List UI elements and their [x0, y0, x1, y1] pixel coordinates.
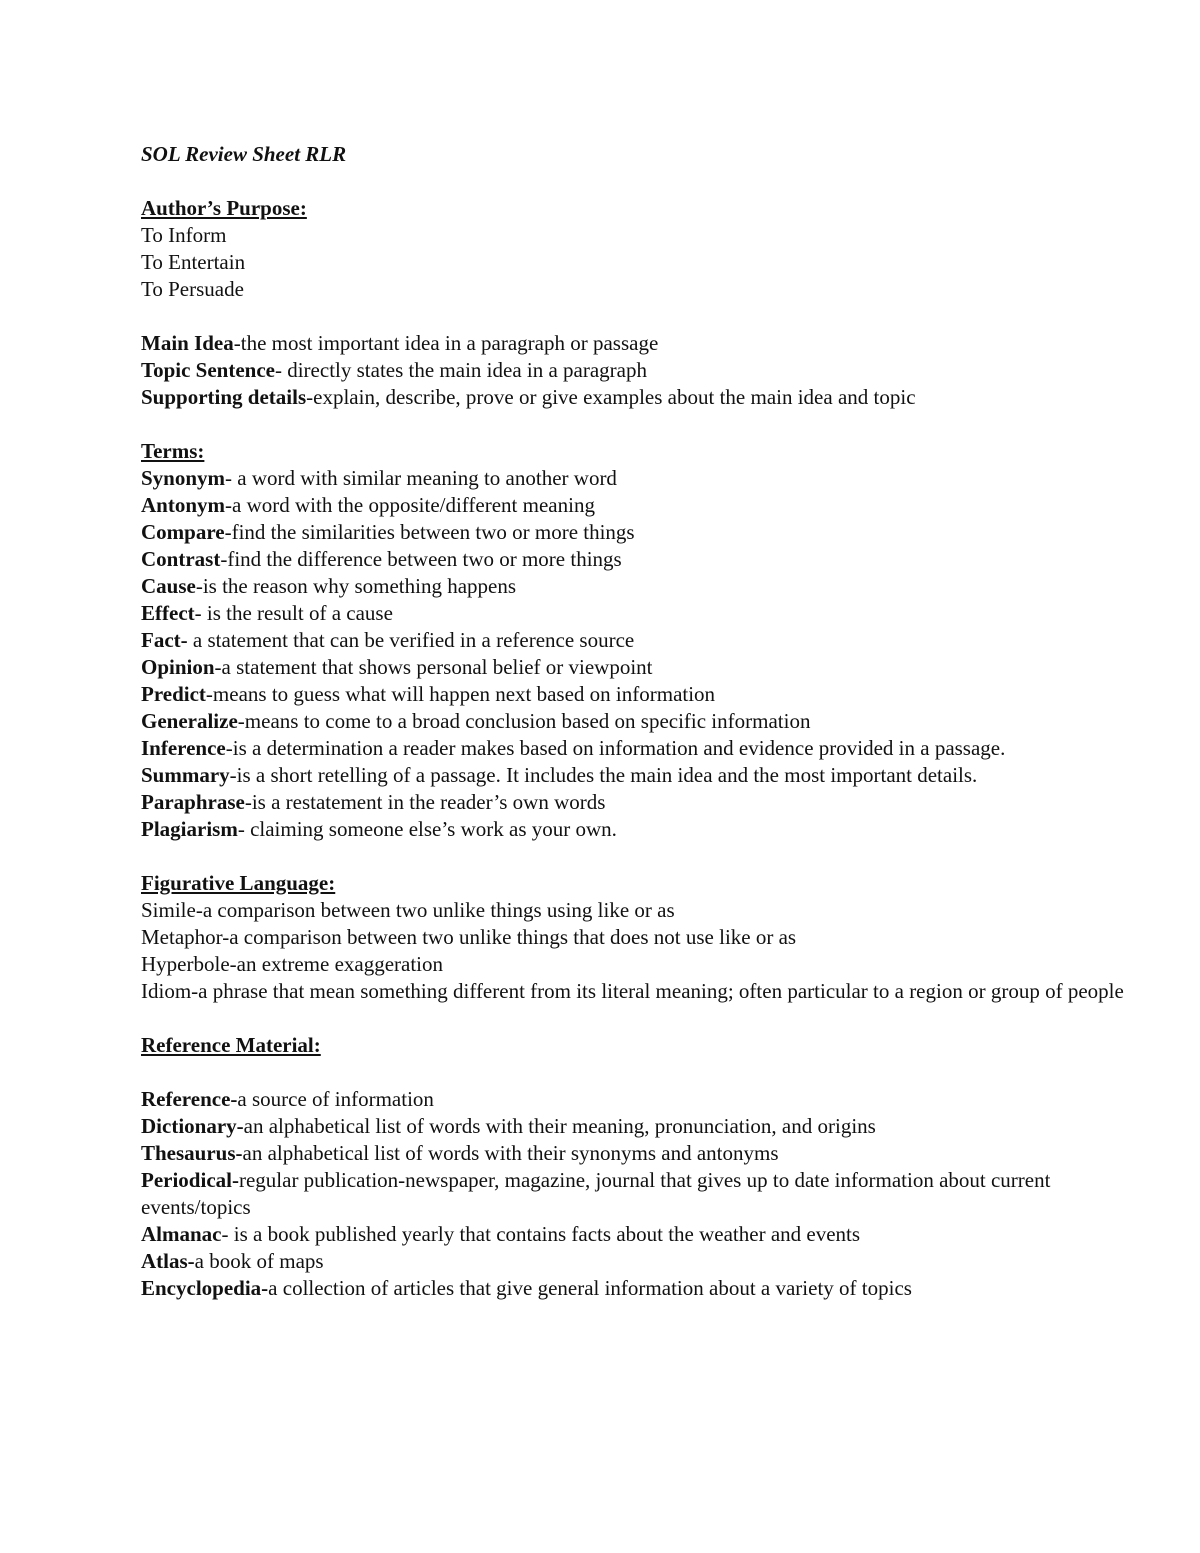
- term-definition: - claiming someone else’s work as your own.: [237, 817, 617, 841]
- term-definition: - a word with similar meaning to another word: [225, 466, 617, 490]
- authors-purpose-section: [141, 195, 1141, 303]
- figurative-item: Idiom-a phrase that mean something different from its literal meaning; often particular to a region or group of people: [141, 979, 1124, 1003]
- term-definition: regular publication-newspaper, magazine, journal that gives up to date information about current events/topics: [141, 1168, 1051, 1219]
- term-label: Topic Sentence: [141, 358, 275, 382]
- term-label: Summary: [141, 763, 230, 787]
- definition-line: [141, 492, 1141, 519]
- term-label: Cause: [141, 574, 196, 598]
- term-definition: -is the reason why something happens: [195, 574, 517, 598]
- definition-line: [141, 654, 1141, 681]
- purpose-item: To Persuade: [141, 277, 244, 301]
- term-label: Inference: [141, 736, 226, 760]
- definition-line: [141, 384, 1141, 411]
- term-definition: a statement that can be verified in a reference source: [187, 628, 635, 652]
- term-definition: -is a determination a reader makes based on information and evidence provided in a passage.: [225, 736, 1006, 760]
- definition-line: [141, 708, 1141, 735]
- figurative-language-section: [141, 870, 1141, 1005]
- definition-line: [141, 789, 1141, 816]
- term-label: Almanac: [141, 1222, 222, 1246]
- definition-line: [141, 735, 1141, 762]
- term-definition: a source of information: [237, 1087, 434, 1111]
- term-label: Dictionary-: [141, 1114, 244, 1138]
- definition-line: [141, 1086, 1141, 1113]
- definition-line: [141, 627, 1141, 654]
- term-label: Antonym: [141, 493, 226, 517]
- figurative-language-heading: Figurative Language:: [141, 871, 336, 895]
- reference-material-heading: Reference Material:: [141, 1033, 321, 1057]
- term-definition: -explain, describe, prove or give examples about the main idea and topic: [306, 385, 916, 409]
- figurative-item: Simile-a comparison between two unlike things using like or as: [141, 898, 675, 922]
- term-label: Predict: [141, 682, 206, 706]
- term-definition: an alphabetical list of words with their synonyms and antonyms: [242, 1141, 779, 1165]
- term-definition: -is a restatement in the reader’s own words: [244, 790, 606, 814]
- definition-line: [141, 546, 1141, 573]
- definition-line: [141, 1248, 1141, 1275]
- main-idea-section: [141, 330, 1141, 411]
- term-definition: -the most important idea in a paragraph or passage: [233, 331, 659, 355]
- definition-line: [141, 1140, 1141, 1167]
- term-label: Main Idea: [141, 331, 234, 355]
- definition-line: [141, 519, 1141, 546]
- figurative-item: Hyperbole-an extreme exaggeration: [141, 952, 444, 976]
- definition-line: [141, 600, 1141, 627]
- definition-line: [141, 762, 1141, 789]
- term-label: Thesaurus-: [141, 1141, 243, 1165]
- term-definition: - is the result of a cause: [194, 601, 393, 625]
- definition-line: [141, 1221, 1141, 1248]
- term-label: Periodical-: [141, 1168, 239, 1192]
- definition-line: [141, 573, 1141, 600]
- purpose-item: To Inform: [141, 223, 227, 247]
- term-definition: a collection of articles that give general information about a variety of topics: [268, 1276, 912, 1300]
- definition-line: [141, 681, 1141, 708]
- definition-line: [141, 1167, 1141, 1221]
- term-label: Effect: [141, 601, 195, 625]
- term-label: Paraphrase: [141, 790, 245, 814]
- terms-heading: Terms:: [141, 439, 205, 463]
- term-label: Contrast: [141, 547, 221, 571]
- term-label: Synonym: [141, 466, 226, 490]
- terms-section: [141, 438, 1141, 843]
- term-definition: -find the difference between two or more things: [220, 547, 622, 571]
- term-label: Reference-: [141, 1087, 238, 1111]
- term-label: Encyclopedia-: [141, 1276, 269, 1300]
- term-definition: -is a short retelling of a passage. It includes the main idea and the most important details.: [229, 763, 978, 787]
- term-definition: - is a book published yearly that contains facts about the weather and events: [221, 1222, 861, 1246]
- term-label: Fact-: [141, 628, 188, 652]
- term-definition: -means to come to a broad conclusion based on specific information: [237, 709, 811, 733]
- term-definition: -a statement that shows personal belief or viewpoint: [214, 655, 653, 679]
- definition-line: [141, 1113, 1141, 1140]
- term-definition: -means to guess what will happen next based on information: [205, 682, 716, 706]
- definition-line: [141, 465, 1141, 492]
- document-title: SOL Review Sheet RLR: [141, 142, 347, 166]
- term-definition: -a word with the opposite/different meaning: [225, 493, 595, 517]
- purpose-item: To Entertain: [141, 250, 246, 274]
- definition-line: [141, 816, 1141, 843]
- term-label: Generalize: [141, 709, 238, 733]
- definition-line: [141, 357, 1141, 384]
- term-definition: an alphabetical list of words with their meaning, pronunciation, and origins: [243, 1114, 876, 1138]
- definition-line: [141, 1275, 1141, 1302]
- term-definition: -find the similarities between two or more things: [224, 520, 635, 544]
- term-label: Plagiarism: [141, 817, 238, 841]
- document-page: [141, 141, 1141, 1329]
- term-definition: - directly states the main idea in a paragraph: [274, 358, 647, 382]
- term-label: Supporting details: [141, 385, 307, 409]
- term-definition: a book of maps: [194, 1249, 324, 1273]
- definition-line: [141, 330, 1141, 357]
- figurative-item: Metaphor-a comparison between two unlike things that does not use like or as: [141, 925, 797, 949]
- term-label: Atlas-: [141, 1249, 195, 1273]
- term-label: Opinion: [141, 655, 215, 679]
- reference-material-section: [141, 1032, 1141, 1302]
- term-label: Compare: [141, 520, 225, 544]
- authors-purpose-heading: Author’s Purpose:: [141, 196, 307, 220]
